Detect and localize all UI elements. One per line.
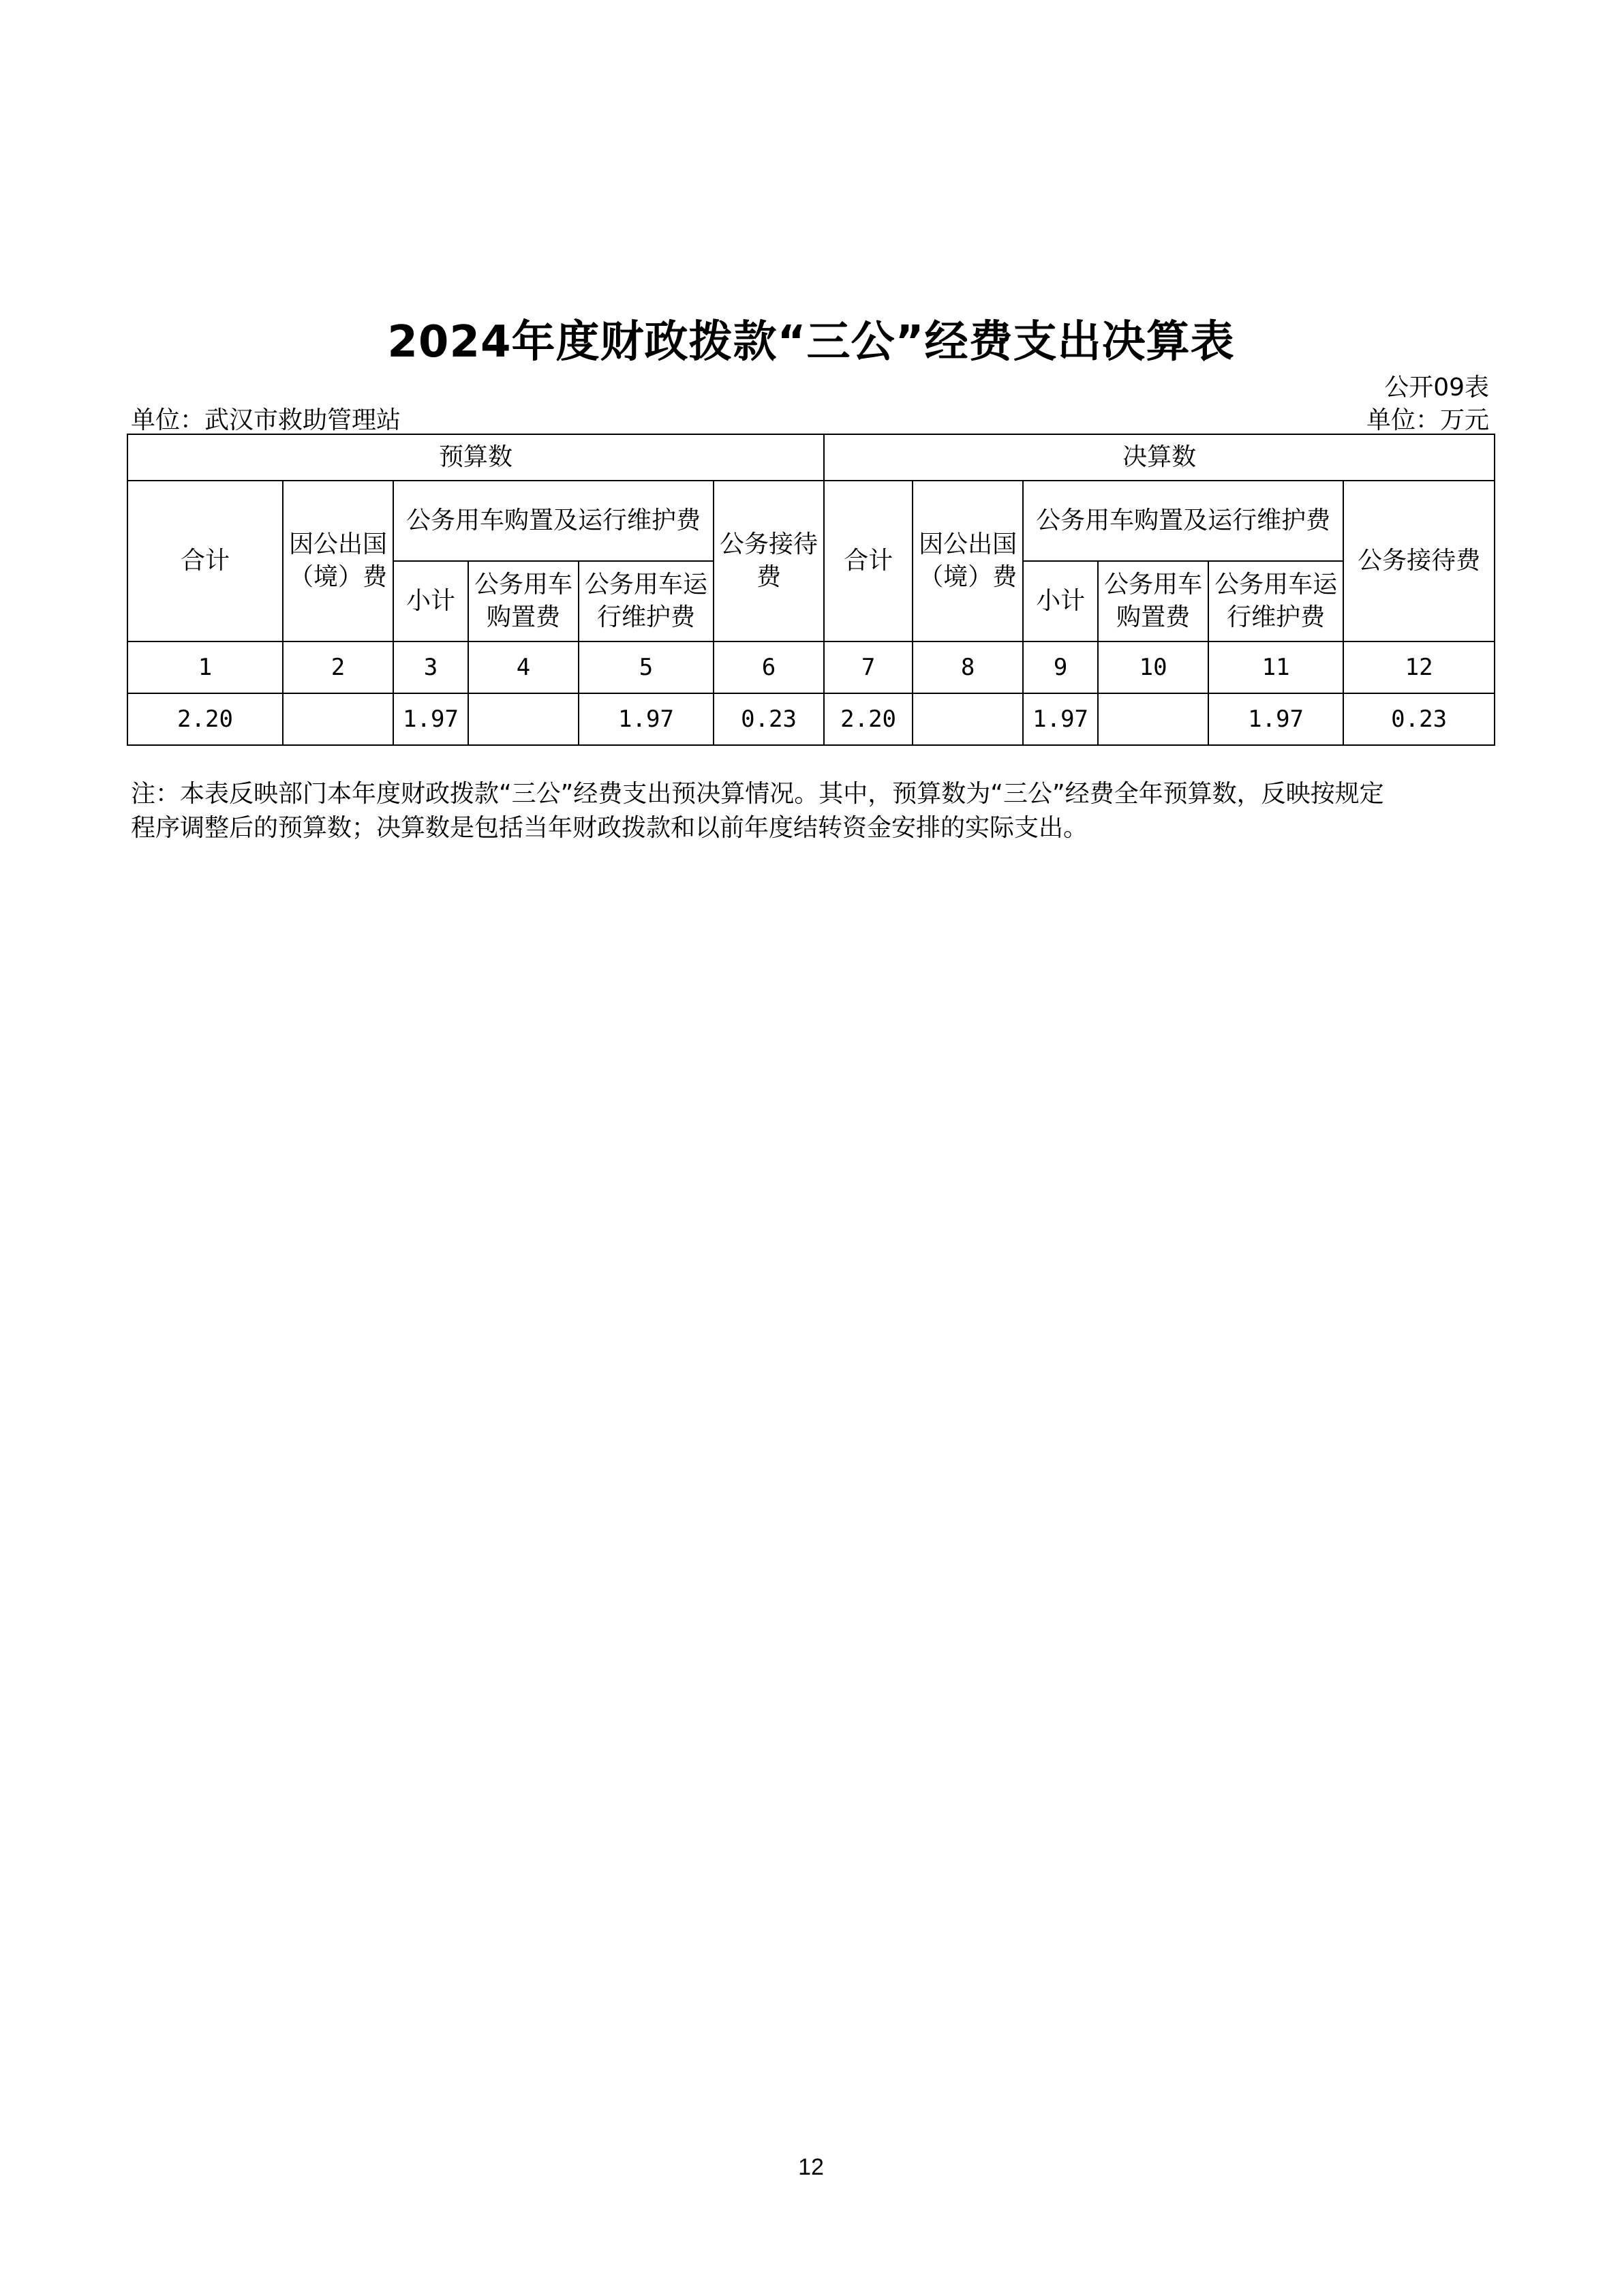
note-line-2: 程序调整后的预算数；决算数是包括当年财政拨款和以前年度结转资金安排的实际支出。 bbox=[131, 814, 1088, 842]
final-subtotal-header: 小计 bbox=[1023, 561, 1098, 641]
data-row bbox=[127, 693, 1495, 745]
budget-abroad-value bbox=[283, 693, 393, 745]
index-cell: 1 bbox=[127, 641, 283, 693]
final-reception-header: 公务接待费 bbox=[1343, 481, 1495, 641]
index-cell: 8 bbox=[913, 641, 1023, 693]
index-cell: 3 bbox=[393, 641, 468, 693]
budget-vehicle-operation-header: 公务用车运行维护费 bbox=[579, 561, 714, 641]
index-cell: 7 bbox=[824, 641, 913, 693]
form-number: 公开09表 bbox=[1384, 374, 1489, 402]
final-abroad-header: 因公出国（境）费 bbox=[913, 481, 1023, 641]
index-cell: 9 bbox=[1023, 641, 1098, 693]
index-cell: 5 bbox=[579, 641, 714, 693]
index-row bbox=[127, 641, 1495, 693]
table-note bbox=[131, 777, 1494, 845]
final-reception-value: 0.23 bbox=[1343, 693, 1495, 745]
budget-total-header: 合计 bbox=[127, 481, 283, 641]
final-vehicle-group-header: 公务用车购置及运行维护费 bbox=[1023, 481, 1343, 561]
budget-total-value: 2.20 bbox=[127, 693, 283, 745]
final-vehicle-purchase-value bbox=[1098, 693, 1208, 745]
final-subtotal-value: 1.97 bbox=[1023, 693, 1098, 745]
expenditure-table bbox=[127, 434, 1495, 746]
budget-vehicle-group-header: 公务用车购置及运行维护费 bbox=[393, 481, 714, 561]
budget-reception-header: 公务接待费 bbox=[714, 481, 824, 641]
budget-vehicle-purchase-value bbox=[468, 693, 579, 745]
index-cell: 12 bbox=[1343, 641, 1495, 693]
final-total-header: 合计 bbox=[824, 481, 913, 641]
index-cell: 4 bbox=[468, 641, 579, 693]
note-line-1: 注：本表反映部门本年度财政拨款“三公”经费支出预决算情况。其中，预算数为“三公”经费全年预算数，反映按规定 bbox=[131, 780, 1384, 808]
budget-header: 预算数 bbox=[127, 434, 824, 481]
final-vehicle-operation-value: 1.97 bbox=[1208, 693, 1343, 745]
index-cell: 11 bbox=[1208, 641, 1343, 693]
final-header: 决算数 bbox=[824, 434, 1495, 481]
budget-subtotal-value: 1.97 bbox=[393, 693, 468, 745]
final-vehicle-operation-header: 公务用车运行维护费 bbox=[1208, 561, 1343, 641]
page-title: 2024年度财政拨款“三公”经费支出决算表 bbox=[387, 317, 1235, 367]
budget-subtotal-header: 小计 bbox=[393, 561, 468, 641]
index-cell: 10 bbox=[1098, 641, 1208, 693]
final-abroad-value bbox=[913, 693, 1023, 745]
final-total-value: 2.20 bbox=[824, 693, 913, 745]
page-number: 12 bbox=[798, 2154, 824, 2180]
index-cell: 2 bbox=[283, 641, 393, 693]
budget-vehicle-purchase-header: 公务用车购置费 bbox=[468, 561, 579, 641]
budget-reception-value: 0.23 bbox=[714, 693, 824, 745]
final-vehicle-purchase-header: 公务用车购置费 bbox=[1098, 561, 1208, 641]
currency-unit: 单位：万元 bbox=[1366, 406, 1489, 434]
organization-unit: 单位：武汉市救助管理站 bbox=[131, 406, 401, 434]
index-cell: 6 bbox=[714, 641, 824, 693]
budget-vehicle-operation-value: 1.97 bbox=[579, 693, 714, 745]
budget-abroad-header: 因公出国（境）费 bbox=[283, 481, 393, 641]
